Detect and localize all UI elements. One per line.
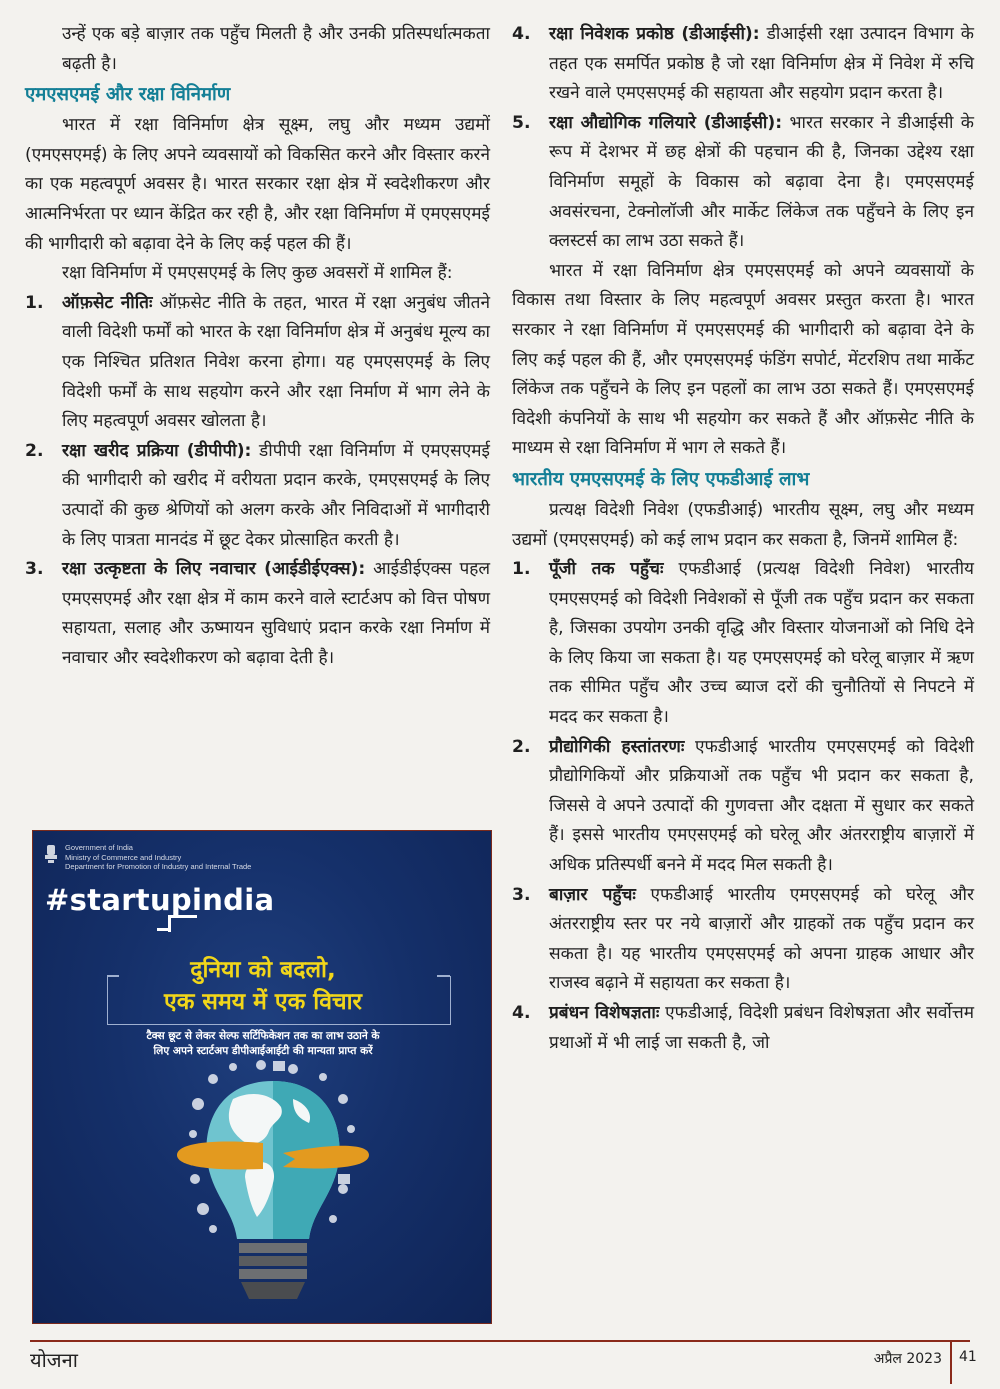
startup-india-poster xyxy=(32,830,492,1324)
item-term: प्रबंधन विशेषज्ञताः xyxy=(549,1003,660,1023)
item-number: 1. xyxy=(512,559,531,580)
fdi-benefit-list xyxy=(512,555,974,1058)
item-term: पूँजी तक पहुँचः xyxy=(549,559,664,580)
item-number: 5. xyxy=(512,112,531,133)
slogan-line: एक समय में एक विचार xyxy=(164,989,362,1015)
item-text: एफडीआई, विदेशी प्रबंधन विशेषज्ञता और सर्वोत्तम प्रथाओं में भी लाई जा सकती है, जो xyxy=(549,1003,974,1053)
item-number: 3. xyxy=(25,559,44,580)
issue-date: अप्रैल 2023 xyxy=(873,1351,942,1367)
item-text: भारत सरकार ने डीआईसी के रूप में देशभर में छह क्षेत्रों की पहचान की है, जिनका उद्देश्य रक्षा विनिर्माण समूहों के विकास को बढ़ावा देना है। एमएसएमई अवसंरचना, टेक्नोलॉजी और मार्केट लिंकेज तक पहुँचने के लिए इन क्लस्टर्स का लाभ उठा सकते हैं। xyxy=(549,112,974,252)
item-term: बाज़ार पहुँचः xyxy=(549,884,636,905)
orbit-arrow-left-icon xyxy=(177,1142,263,1170)
magazine-name: योजना xyxy=(30,1348,78,1372)
list-item xyxy=(25,289,490,437)
list-item xyxy=(512,109,974,257)
page-number: 41 xyxy=(959,1349,977,1365)
list-item xyxy=(512,999,974,1058)
poster-subtext xyxy=(53,1029,473,1059)
intro-continuation: उन्हें एक बड़े बाज़ार तक पहुँच मिलती है और उनकी प्रतिस्पर्धात्मकता बढ़ती है। xyxy=(62,24,490,74)
item-text: ऑफ़सेट नीति के तहत, भारत में रक्षा अनुबंध जीतने वाली विदेशी फर्मों को भारत के रक्षा विनिर्माण क्षेत्र में अनुबंध मूल्य का एक निश्चित प्रतिशत निवेश करना होगा। यह एमएसएमई के लिए विदेशी फर्मों के साथ सहयोग करने और रक्षा निर्माण में भाग लेने के लिए महत्वपूर्ण अवसर खोलता है। xyxy=(62,292,490,432)
national-emblem-icon xyxy=(43,843,59,867)
government-credit xyxy=(43,843,251,872)
gov-line: Government of India xyxy=(65,843,133,852)
paragraph: भारत में रक्षा विनिर्माण क्षेत्र एमएसएमई को अपने व्यवसायों के विकास तथा विस्तार के लिए महत्वपूर्ण अवसर प्रस्तुत करता है। भारत सरकार ने रक्षा विनिर्माण में एमएसएमई की भागीदारी को बढ़ावा देने के लिए कई पहल की हैं, और एमएसएमई फंडिंग सपोर्ट, मेंटरशिप तथा मार्केट लिंकेज तक पहुँचने के लिए इन पहलों का लाभ उठा सकते हैं। एमएसएमई विदेशी कंपनियों के साथ भी सहयोग कर सकते हैं और ऑफ़सेट नीति के माध्यम से रक्षा विनिर्माण में भाग ले सकते हैं। xyxy=(512,260,974,459)
logo-step-mark xyxy=(157,928,171,931)
item-number: 4. xyxy=(512,24,531,44)
item-term: रक्षा निवेशक प्रकोष्ठ (डीआईसी): xyxy=(549,24,760,44)
item-text: एफडीआई भारतीय एमएसएमई को विदेशी प्रौद्योगिकियों और प्रक्रियाओं तक पहुँच भी प्रदान कर सकता है, जिससे वे अपने उत्पादों की गुणवत्ता और दक्षता में सुधार कर सकते हैं। इससे भारतीय एमएसएमई को घरेलू और अंतरराष्ट्रीय बाज़ारों में अधिक प्रतिस्पर्धी बनने में मदद मिल सकती है। xyxy=(549,736,975,876)
item-term: ऑफ़सेट नीतिः xyxy=(62,292,153,313)
item-term: रक्षा उत्कृष्टता के लिए नवाचार (आईडीईएक्स): xyxy=(62,559,366,580)
paragraph: रक्षा विनिर्माण में एमएसएमई के लिए कुछ अवसरों में शामिल हैं: xyxy=(62,263,453,284)
item-text: एफडीआई (प्रत्यक्ष विदेशी निवेश) भारतीय एमएसएमई को विदेशी निवेशकों से पूँजी तक पहुँच प्रदान कर सकता है, जिसका उपयोग उनकी वृद्धि और विस्तार योजनाओं को निधि देने के लिए किया जा सकता है। यह एमएसएमई को घरेलू बाज़ार में ऋण तक सीमित पहुँच और उच्च ब्याज दरों की चुनौतियों से निपटने में मदद कर सकता है। xyxy=(549,559,974,728)
list-item xyxy=(512,20,974,109)
left-column xyxy=(25,20,490,673)
item-text: आईडीईएक्स पहल एमएसएमई और रक्षा क्षेत्र में काम करने वाले स्टार्टअप को वित्त पोषण सहायता, सलाह और ऊष्मायन सुविधाएं प्रदान करके रक्षा निर्माण में नवाचार और स्वदेशीकरण को बढ़ावा देती है। xyxy=(62,559,490,668)
item-text: डीआईसी रक्षा उत्पादन विभाग के तहत एक समर्पित प्रकोष्ठ है जो रक्षा विनिर्माण क्षेत्र में निवेश में रुचि रखने वाले एमएसएमई की सहायता और सहयोग प्रदान करता है। xyxy=(549,24,974,104)
paragraph: भारत में रक्षा विनिर्माण क्षेत्र सूक्ष्म, लघु और मध्यम उद्यमों (एमएसएमई) के लिए अपने व्यवसायों को विकसित करने और विस्तार करने का एक महत्वपूर्ण अवसर है। भारत सरकार रक्षा क्षेत्र में स्वदेशीकरण और आत्मनिर्भरता पर ध्यान केंद्रित कर रही है, और रक्षा विनिर्माण में एमएसएमई की भागीदारी को बढ़ावा देने के लिए कई पहल की हैं। xyxy=(25,115,490,254)
right-column xyxy=(512,20,974,1058)
list-item xyxy=(512,555,974,733)
item-number: 1. xyxy=(25,292,44,313)
item-term: प्रौद्योगिकी हस्तांतरणः xyxy=(549,736,685,757)
item-number: 2. xyxy=(512,736,531,757)
item-number: 2. xyxy=(25,440,44,461)
bulb-base-icon xyxy=(239,1243,307,1299)
subtext-line: टैक्स छूट से लेकर सेल्फ सर्टिफिकेशन तक का लाभ उठाने के xyxy=(146,1030,380,1042)
item-term: रक्षा खरीद प्रक्रिया (डीपीपी): xyxy=(62,440,252,461)
item-number: 4. xyxy=(512,1003,531,1023)
opportunity-list xyxy=(25,289,490,674)
section-heading-fdi-benefits: भारतीय एमएसएमई के लिए एफडीआई लाभ xyxy=(512,468,810,490)
footer-divider xyxy=(950,1340,952,1384)
startupindia-logo: #startupindia xyxy=(45,883,275,917)
item-term: रक्षा औद्योगिक गलियारे (डीआईसी): xyxy=(549,112,783,133)
item-text: डीपीपी रक्षा विनिर्माण में एमएसएमई की भागीदारी को खरीद में वरीयता प्रदान करके, एमएसएमई के लिए उत्पादों की कुछ श्रेणियों को अलग करके और निविदाओं में भागीदारी के लिए पात्रता मानदंड में छूट देकर प्रोत्साहित करती है। xyxy=(62,440,490,550)
globe-lightbulb-illustration xyxy=(173,1059,373,1309)
list-item xyxy=(25,555,490,673)
gov-line: Ministry of Commerce and Industry xyxy=(65,852,182,862)
opportunity-list-continued xyxy=(512,20,974,257)
subtext-line: लिए अपने स्टार्टअप डीपीआईआईटी की मान्यता प्राप्त करें xyxy=(153,1045,373,1057)
list-item xyxy=(512,881,974,999)
item-text: एफडीआई भारतीय एमएसएमई को घरेलू और अंतरराष्ट्रीय स्तर पर नये बाज़ारों और ग्राहकों तक पहुँच प्रदान कर सकता है। यह भारतीय एमएसएमई को अपना ग्राहक आधार और राजस्व बढ़ाने में सहायता कर सकता है। xyxy=(549,884,974,994)
list-item xyxy=(25,437,490,555)
item-number: 3. xyxy=(512,884,531,905)
section-heading-msme-defence: एमएसएमई और रक्षा विनिर्माण xyxy=(25,84,231,106)
footer-rule xyxy=(30,1340,970,1342)
gov-line: Department for Promotion of Industry and Internal Trade xyxy=(65,862,252,871)
list-item xyxy=(512,733,974,881)
logo-step-mark xyxy=(168,915,197,932)
paragraph: प्रत्यक्ष विदेशी निवेश (एफडीआई) भारतीय सूक्ष्म, लघु और मध्यम उद्यमों (एमएसएमई) को कई लाभ प्रदान कर सकता है, जिनमें शामिल हैं: xyxy=(512,499,974,550)
slogan-line: दुनिया को बदलो, xyxy=(190,957,336,983)
